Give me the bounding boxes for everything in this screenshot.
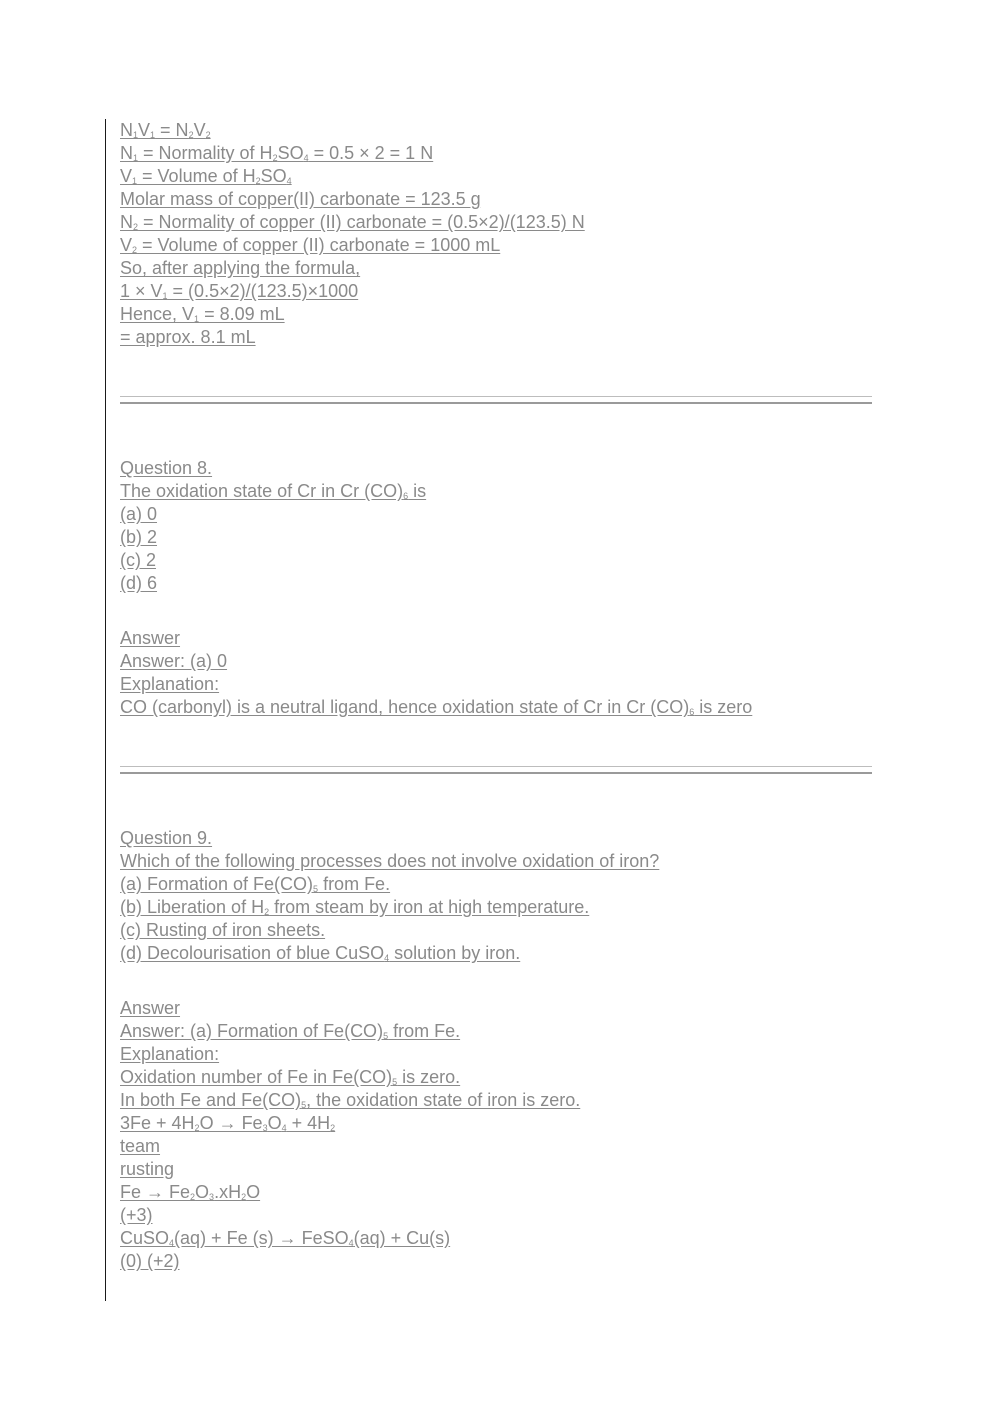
answer-line	[120, 1020, 872, 1043]
answer-heading-text: Answer	[120, 628, 181, 648]
calc-line	[120, 303, 872, 326]
subscript: 2	[190, 1192, 196, 1202]
question-title-text: Question 8.	[120, 458, 213, 478]
text-run: V	[120, 166, 133, 186]
text-run: In both Fe and Fe(CO)	[120, 1090, 302, 1110]
text-run: CO (carbonyl) is a neutral ligand, hence oxidation state of Cr in Cr (CO)	[120, 697, 690, 717]
subscript: 2	[188, 130, 194, 140]
left-margin-rule	[105, 119, 106, 1301]
calc-text	[120, 235, 500, 255]
option-c	[120, 919, 872, 942]
text-run: V	[138, 120, 151, 140]
equation-line	[120, 1181, 872, 1204]
equation-text	[120, 1113, 335, 1133]
question-title	[120, 827, 872, 850]
calc-text: = approx. 8.1 mL	[120, 327, 256, 347]
text-run: Answer: (a) Formation of Fe(CO)	[120, 1021, 384, 1041]
question-title-text: Question 9.	[120, 828, 213, 848]
text-run: = Normality of copper (II) carbonate = (0.5×2)/(123.5) N	[138, 212, 585, 232]
subscript: 1	[133, 153, 139, 163]
explanation-line	[120, 1250, 872, 1273]
subscript: 2	[132, 245, 138, 255]
text-run: V	[120, 235, 133, 255]
text-run: O → Fe	[199, 1113, 263, 1133]
calc-text	[120, 143, 433, 163]
calc-text	[120, 281, 358, 301]
text-run: = 0.5 × 2 = 1 N	[308, 143, 434, 163]
text-run: O	[267, 1113, 282, 1133]
explanation-line	[120, 1135, 872, 1158]
subscript: 1	[133, 130, 139, 140]
text-run: (a) Formation of Fe(CO)	[120, 874, 314, 894]
calc-line	[120, 142, 872, 165]
subscript: 6	[689, 707, 695, 717]
option-a	[120, 503, 872, 526]
calc-line	[120, 211, 872, 234]
subscript: 1	[194, 314, 200, 324]
question-stem	[120, 480, 872, 503]
answer-text: Answer: (a) 0	[120, 651, 228, 671]
section-divider	[120, 396, 872, 404]
text-run: = (0.5×2)/(123.5)×1000	[167, 281, 359, 301]
text-run: (aq) + Fe (s) → FeSO	[174, 1228, 349, 1248]
explanation-text	[120, 697, 752, 717]
explanation-line	[120, 696, 872, 719]
option-text: (b) 2	[120, 527, 158, 547]
equation-text	[120, 1182, 260, 1202]
text-run: is	[408, 481, 427, 501]
text-run: 1 × V	[120, 281, 163, 301]
explanation-text: (+3)	[120, 1205, 153, 1225]
answer-line	[120, 650, 872, 673]
calc-line	[120, 165, 872, 188]
text-run: N	[120, 212, 133, 232]
text-run: (b) Liberation of H	[120, 897, 265, 917]
subscript: 4	[286, 176, 292, 186]
question-stem-text	[120, 481, 426, 501]
answer-heading	[120, 627, 872, 650]
text-run: CuSO	[120, 1228, 170, 1248]
question-stem	[120, 850, 872, 873]
text-run: , the oxidation state of iron is zero.	[306, 1090, 581, 1110]
subscript: 2	[330, 1123, 336, 1133]
calc-text	[120, 212, 585, 232]
text-run: Fe → Fe	[120, 1182, 191, 1202]
explanation-label-text: Explanation:	[120, 1044, 220, 1064]
subscript: 4	[281, 1123, 287, 1133]
text-run: 3Fe + 4H	[120, 1113, 195, 1133]
calc-line	[120, 257, 872, 280]
subscript: 4	[169, 1238, 175, 1248]
text-run: The oxidation state of Cr in Cr (CO)	[120, 481, 404, 501]
calc-text	[120, 120, 211, 140]
question-title	[120, 457, 872, 480]
subscript: 3	[262, 1123, 268, 1133]
subscript: 5	[313, 884, 319, 894]
answer-heading-text: Answer	[120, 998, 181, 1018]
text-run: SO	[277, 143, 304, 163]
explanation-label	[120, 673, 872, 696]
equation-line	[120, 1112, 872, 1135]
subscript: 4	[384, 953, 390, 963]
text-run: V	[193, 120, 206, 140]
option-text: (c) Rusting of iron sheets.	[120, 920, 326, 940]
subscript: 1	[162, 291, 168, 301]
explanation-label	[120, 1043, 872, 1066]
text-run: from Fe.	[388, 1021, 461, 1041]
calc-line	[120, 119, 872, 142]
subscript: 1	[150, 130, 156, 140]
option-text: (a) 0	[120, 504, 158, 524]
text-run: is zero	[694, 697, 753, 717]
option-text: (c) 2	[120, 550, 156, 570]
subscript: 4	[348, 1238, 354, 1248]
question-stem-text: Which of the following processes does not involve oxidation of iron?	[120, 851, 660, 871]
equation-text	[120, 1228, 450, 1248]
subscript: 2	[194, 1123, 200, 1133]
subscript: 2	[133, 222, 139, 232]
subscript: 5	[383, 1031, 389, 1041]
option-d	[120, 942, 872, 965]
explanation-label-text: Explanation:	[120, 674, 220, 694]
calc-line	[120, 188, 872, 211]
text-run: Hence, V	[120, 304, 195, 324]
document-body	[120, 119, 872, 1273]
option-text: (d) 6	[120, 573, 158, 593]
explanation-text	[120, 1067, 460, 1087]
text-run: = Normality of H	[138, 143, 273, 163]
text-run: from Fe.	[318, 874, 391, 894]
subscript: 2	[264, 907, 270, 917]
calc-text	[120, 166, 292, 186]
subscript: 3	[209, 1192, 215, 1202]
text-run: solution by iron.	[389, 943, 521, 963]
text-run: N	[120, 143, 133, 163]
section-divider	[120, 766, 872, 774]
explanation-text: (0) (+2)	[120, 1251, 180, 1271]
text-run: O	[246, 1182, 261, 1202]
option-c	[120, 549, 872, 572]
option-text	[120, 874, 390, 894]
subscript: 5	[301, 1100, 307, 1110]
text-run: from steam by iron at high temperature.	[269, 897, 590, 917]
subscript: 6	[403, 491, 409, 501]
text-run: SO	[260, 166, 287, 186]
explanation-line	[120, 1158, 872, 1181]
calc-line	[120, 326, 872, 349]
text-run: Oxidation number of Fe in Fe(CO)	[120, 1067, 393, 1087]
text-run: is zero.	[397, 1067, 461, 1087]
option-a	[120, 873, 872, 896]
subscript: 2	[255, 176, 261, 186]
subscript: 2	[272, 153, 278, 163]
subscript: 1	[132, 176, 138, 186]
calc-line	[120, 280, 872, 303]
answer-heading	[120, 997, 872, 1020]
calc-text	[120, 304, 285, 324]
calc-text: So, after applying the formula,	[120, 258, 361, 278]
subscript: 2	[205, 130, 211, 140]
calc-text: Molar mass of copper(II) carbonate = 123.5 g	[120, 189, 481, 209]
text-run: = Volume of copper (II) carbonate = 1000 mL	[137, 235, 501, 255]
explanation-text: rusting	[120, 1159, 175, 1179]
text-run: (d) Decolourisation of blue CuSO	[120, 943, 385, 963]
calc-line	[120, 234, 872, 257]
text-run: .xH	[214, 1182, 242, 1202]
text-run: (aq) + Cu(s)	[353, 1228, 451, 1248]
subscript: 4	[303, 153, 309, 163]
answer-text	[120, 1021, 460, 1041]
option-b	[120, 896, 872, 919]
option-text	[120, 943, 520, 963]
text-run: = 8.09 mL	[199, 304, 285, 324]
option-d	[120, 572, 872, 595]
text-run: O	[195, 1182, 210, 1202]
text-run: = Volume of H	[137, 166, 256, 186]
explanation-line	[120, 1089, 872, 1112]
text-run: = N	[155, 120, 189, 140]
option-text	[120, 897, 589, 917]
text-run: + 4H	[286, 1113, 331, 1133]
explanation-line	[120, 1066, 872, 1089]
subscript: 2	[241, 1192, 247, 1202]
equation-line	[120, 1227, 872, 1250]
explanation-text	[120, 1090, 580, 1110]
explanation-line	[120, 1204, 872, 1227]
subscript: 5	[392, 1077, 398, 1087]
explanation-text: team	[120, 1136, 161, 1156]
text-run: N	[120, 120, 133, 140]
option-b	[120, 526, 872, 549]
